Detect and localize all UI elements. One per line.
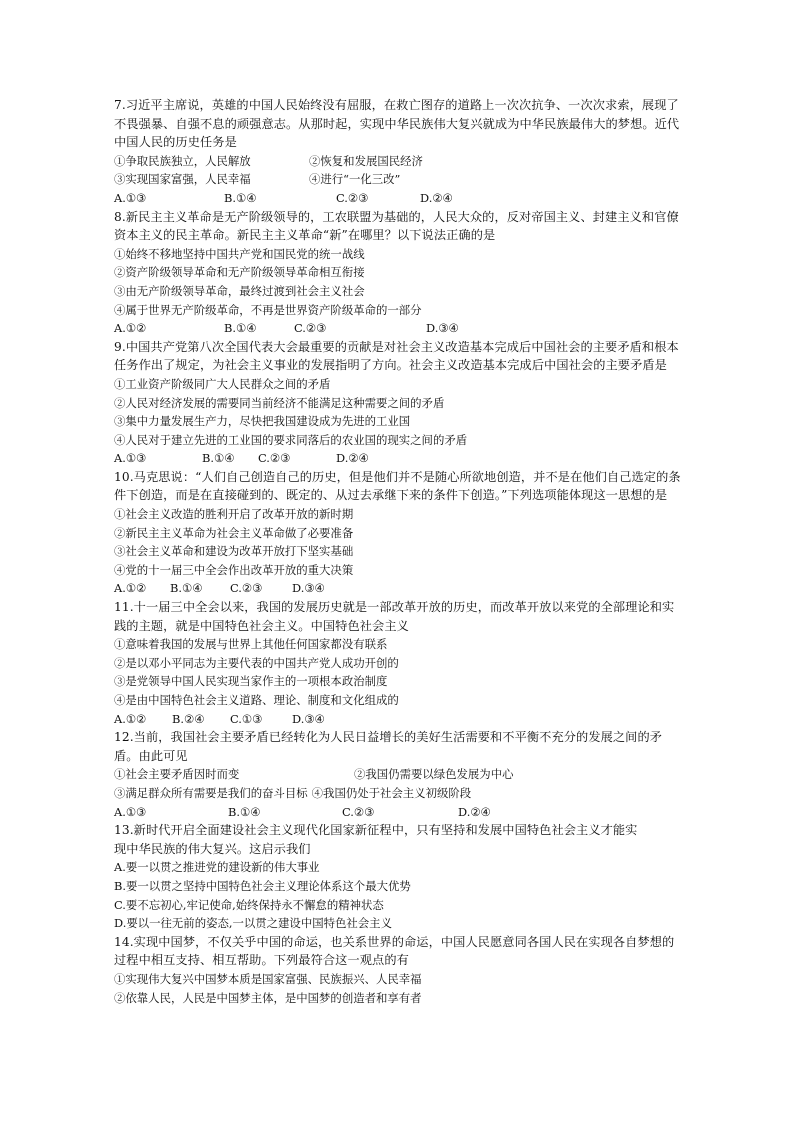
option: ②依靠人民，人民是中国梦主体，是中国梦的创造者和享有者 <box>114 990 422 1005</box>
answer-c: C.②③ <box>294 321 327 336</box>
question-stem: 14.实现中国梦，不仅关乎中国的命运，也关系世界的命运，中国人民愿意同各国人民在实现各自梦想的过程中相互支持、相互帮助。下列最符合这一观点的有 <box>114 934 675 968</box>
option: ②新民主主义革命为社会主义革命做了必要准备 <box>114 525 354 540</box>
option: ①实现伟大复兴中国梦本质是国家富强、民族振兴、人民幸福 <box>114 971 422 986</box>
option: B.要一以贯之坚持中国特色社会主义理论体系这个最大优势 <box>114 878 411 893</box>
answer-b: B.①④ <box>224 190 257 205</box>
option: D.要以一往无前的姿态,一以贯之建设中国特色社会主义 <box>114 916 392 931</box>
answer-a: A.①② <box>114 711 147 726</box>
answer-a: A.①③ <box>114 190 147 205</box>
answer-row <box>114 319 682 338</box>
option: ②恢复和发展国民经济 <box>309 153 423 168</box>
question-stem: 12.当前，我国社会主要矛盾已经转化为人民日益增长的美好生活需要和不平衡不充分的发展之间的矛盾。由此可见 <box>114 730 663 763</box>
option: ③实现国家富强，人民幸福 <box>114 172 251 187</box>
question-11 <box>114 598 682 728</box>
question-9 <box>114 338 682 468</box>
answer-a: A.①② <box>114 321 147 336</box>
question-stem: 7.习近平主席说，英雄的中国人民始终没有屈服，在救亡图存的道路上一次次抗争、一次次求索，展现了不畏强暴、自强不息的顽强意志。从那时起，实现中华民族伟大复兴就成为中华民族最伟大的梦想。近代中国人民的历史任务是 <box>114 98 680 150</box>
answer-c: C.②③ <box>258 451 291 466</box>
question-10 <box>114 468 682 598</box>
option: ④进行“一化三改” <box>309 172 401 187</box>
question-7 <box>114 96 682 208</box>
answer-d: D.③④ <box>292 711 325 726</box>
option-row <box>114 765 682 784</box>
answer-c: C.②③ <box>230 581 263 596</box>
answer-row <box>114 579 682 598</box>
option: ④我国仍处于社会主义初级阶段 <box>311 785 472 800</box>
question-stem: 9.中国共产党第八次全国代表大会最重要的贡献是对社会主义改造基本完成后中国社会的主要矛盾和根本任务作出了规定，为社会主义事业的发展指明了方向。社会主义改造基本完成后中国社会的主要矛盾是 <box>114 339 679 373</box>
answer-d: D.②④ <box>420 190 453 205</box>
option: ②是以邓小平同志为主要代表的中国共产党人成功开创的 <box>114 655 399 670</box>
answer-row <box>114 803 682 822</box>
option: ③社会主义革命和建设为改革开放打下坚实基础 <box>114 544 354 559</box>
answer-c: C.①③ <box>230 711 263 726</box>
answer-c: C.②③ <box>336 190 369 205</box>
question-stem: 8.新民主主义革命是无产阶级领导的，工农联盟为基础的，人民大众的，反对帝国主义、封建主义和官僚资本主义的民主革命。新民主主义革命“新”在哪里？以下说法正确的是 <box>114 209 679 243</box>
question-stem: 13.新时代开启全面建设社会主义现代化国家新征程中，只有坚持和发展中国特色社会主义才能实现中华民族的伟大复兴。这启示我们 <box>114 823 638 856</box>
option: ④党的十一届三中全会作出改革开放的重大决策 <box>114 562 354 577</box>
answer-b: B.②④ <box>172 711 205 726</box>
answer-d: D.②④ <box>458 804 491 819</box>
answer-d: D.③④ <box>292 581 325 596</box>
answer-row <box>114 189 682 208</box>
option: ①意味着我国的发展与世界上其他任何国家都没有联系 <box>114 637 388 652</box>
option: C.要不忘初心,牢记使命,始终保持永不懈怠的精神状态 <box>114 897 384 912</box>
option: ①社会主要矛盾因时而变 <box>114 767 240 782</box>
answer-d: D.③④ <box>426 321 459 336</box>
option-row <box>114 170 682 189</box>
option: ①工业资产阶级同广大人民群众之间的矛盾 <box>114 376 331 391</box>
answer-row <box>114 449 682 468</box>
option: ③由无产阶级领导革命，最终过渡到社会主义社会 <box>114 283 365 298</box>
option: ②人民对经济发展的需要同当前经济不能满足这种需要之间的矛盾 <box>114 395 445 410</box>
option-row <box>114 152 682 171</box>
question-13 <box>114 821 682 933</box>
answer-c: C.②③ <box>342 804 375 819</box>
option: ④属于世界无产阶级革命，不再是世界资产阶级革命的一部分 <box>114 302 422 317</box>
answer-row <box>114 710 682 729</box>
question-stem: 11.十一届三中全会以来，我国的发展历史就是一部改革开放的历史，而改革开放以来党的全部理论和实践的主题，就是中国特色社会主义。中国特色社会主义 <box>114 600 675 633</box>
option: A.要一以贯之推进党的建设新的伟大事业 <box>114 860 320 875</box>
option: ④是由中国特色社会主义道路、理论、制度和文化组成的 <box>114 693 399 707</box>
answer-b: B.①④ <box>170 581 203 596</box>
option: ①始终不移地坚持中国共产党和国民党的统一战线 <box>114 246 365 261</box>
option: ②资产阶级领导革命和无产阶级领导革命相互衔接 <box>114 265 365 280</box>
option: ②我国仍需要以绿色发展为中心 <box>354 767 514 782</box>
question-stem: 10.马克思说：“人们自己创造自己的历史，但是他们并不是随心所欲地创造，并不是在他们自己选定的条件下创造，而是在直接碰到的、既定的、从过去承继下来的条件下创造。”下列选项能体现这一思想的是 <box>114 469 681 503</box>
question-list <box>114 96 682 1007</box>
question-12 <box>114 728 682 821</box>
option: ③是党领导中国人民实现当家作主的一项根本政治制度 <box>114 674 388 689</box>
answer-b: B.①④ <box>228 804 261 819</box>
option: ④人民对于建立先进的工业国的要求同落后的农业国的现实之间的矛盾 <box>114 432 468 447</box>
option-row <box>114 784 682 803</box>
option: ①争取民族独立，人民解放 <box>114 153 251 168</box>
question-8 <box>114 208 682 338</box>
option: ③满足群众所有需要是我们的奋斗目标 <box>114 785 308 800</box>
answer-b: B.①④ <box>224 321 257 336</box>
option: ③集中力量发展生产力，尽快把我国建设成为先进的工业国 <box>114 414 411 429</box>
answer-b: B.①④ <box>202 451 235 466</box>
answer-a: A.①③ <box>114 451 147 466</box>
answer-a: A.①② <box>114 581 147 596</box>
answer-a: A.①③ <box>114 804 147 819</box>
question-14 <box>114 933 682 1007</box>
answer-d: D.②④ <box>336 451 369 466</box>
option: ①社会主义改造的胜利开启了改革开放的新时期 <box>114 507 354 522</box>
